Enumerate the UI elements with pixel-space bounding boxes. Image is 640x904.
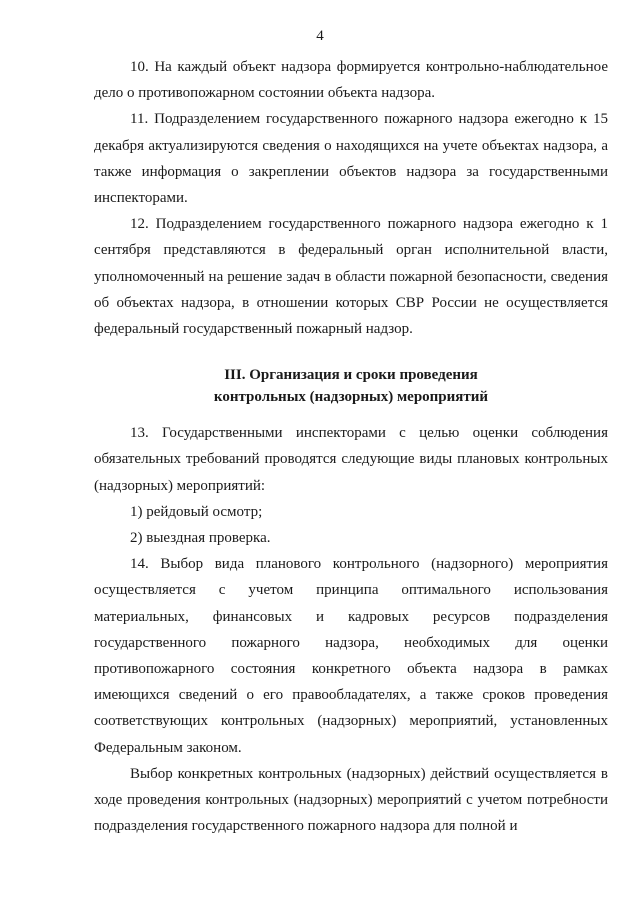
paragraph-11: 11. Подразделением государственного пожарного надзора ежегодно к 15 декабря актуализируются сведения о находящихся на учете объектах надзора, а также информация о закреплении объектов надзора за государственными инспекторами. [94,111,608,207]
section-heading-line-2: контрольных (надзорных) мероприятий [213,389,489,406]
section-heading [94,364,608,408]
paragraph-12: 12. Подразделением государственного пожарного надзора ежегодно к 1 сентября представляются в федеральный орган исполнительной власти, уполномоченный на решение задач в области пожарной безопасности, сведения об объектах надзора, в отношении которых СВР России не осуществляется федеральный государственный пожарный надзор. [94,216,608,338]
paragraph-14: 14. Выбор вида планового контрольного (надзорного) мероприятия осуществляется с учетом принципа оптимального использования материальных, финансовых и кадровых ресурсов подразделения государственного пожарного надзора, необходимых для оценки противопожарного состояния конкретного объекта надзора в рамках имеющихся сведений о его правообладателях, а также сроков проведения соответствующих контрольных (надзорных) мероприятий, установленных Федеральным законом. [94,556,608,756]
document-body [94,54,608,839]
section-heading-line-1: III. Организация и сроки проведения [224,367,478,384]
paragraph-14-continuation: Выбор конкретных контрольных (надзорных) действий осуществляется в ходе проведения контрольных (надзорных) мероприятий с учетом потребности подразделения государственного пожарного надзора для полной и [94,765,608,835]
paragraph-10: 10. На каждый объект надзора формируется контрольно-наблюдательное дело о противопожарном состоянии объекта надзора. [94,59,608,102]
paragraph-13: 13. Государственными инспекторами с целью оценки соблюдения обязательных требований проводятся следующие виды плановых контрольных (надзорных) мероприятий: [94,425,608,494]
list-item-1: 1) рейдовый осмотр; [130,503,263,520]
list-item-2: 2) выездная проверка. [130,530,271,547]
page-number: 4 [316,28,324,44]
